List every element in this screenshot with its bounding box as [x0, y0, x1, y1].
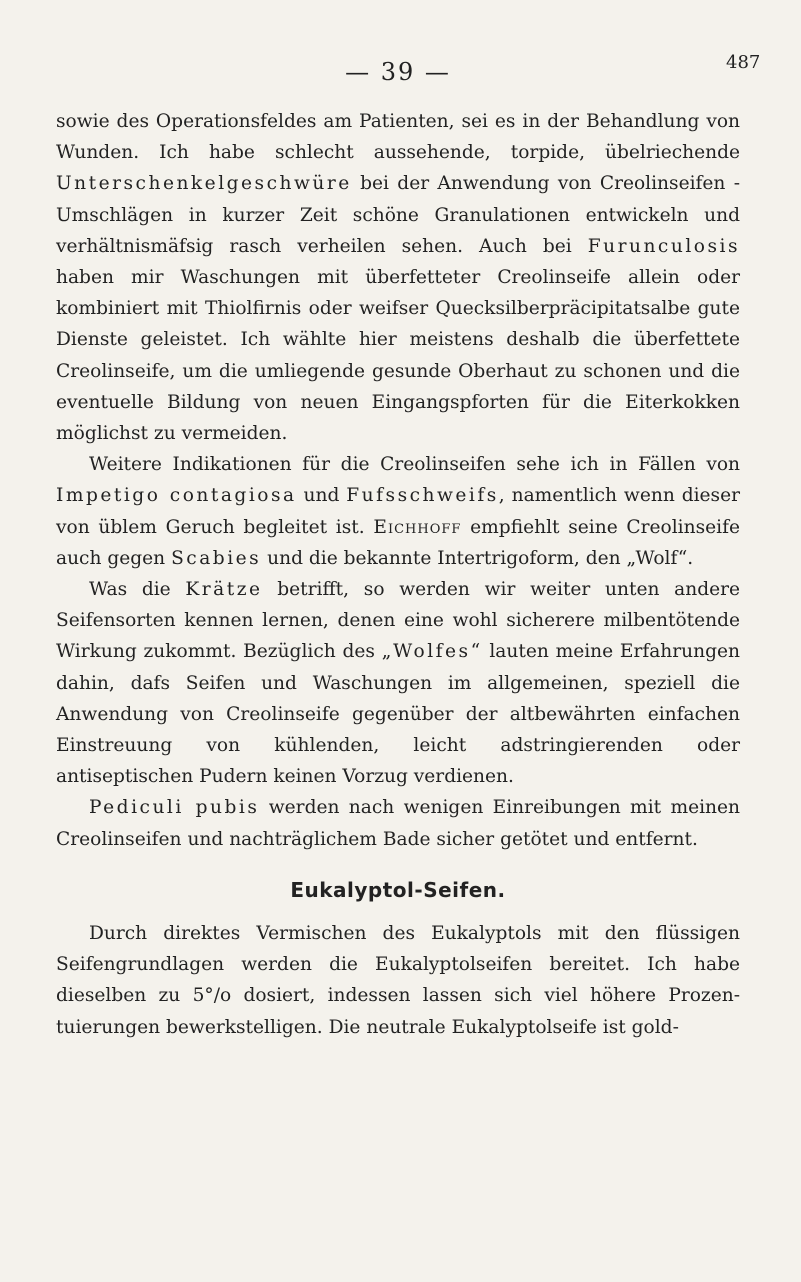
page-number: — 39 —	[345, 58, 451, 86]
emphasis-term: Pediculi pubis	[89, 797, 260, 819]
text-run: Weitere Indikationen für die Creolinseifen sehe ich in Fällen von	[89, 454, 740, 476]
emphasis-term: Unterschenkelgeschwüre	[56, 173, 352, 195]
text-run: empfiehlt seine Creolinseife auch gegen	[56, 516, 740, 569]
paragraph-2	[56, 449, 740, 574]
text-run: Was die	[89, 579, 186, 601]
paragraph-1	[56, 106, 740, 449]
original-page-number: 487	[726, 52, 761, 73]
emphasis-term: Furunculosis	[587, 235, 740, 257]
text-run: Durch direktes Vermischen des Eukalyptols mit den flüssigen Seifengrundlagen werden die Eukalyptolseifen bereitet. Ich habe dieselben zu 5°/o dosiert, indessen lassen sich viel höhere Prozentuierungen bewerkstelligen. Die neutrale Eukalyptolseife ist gold-	[56, 923, 740, 1038]
emphasis-term: Impetigo contagiosa	[56, 485, 297, 507]
text-run: sowie des Operationsfeldes am Patienten, sei es in der Behandlung von Wunden. Ich habe schlecht aussehende, torpide, übelriechende	[56, 111, 740, 164]
emphasis-term: Krätze	[185, 579, 263, 601]
page-body	[56, 106, 740, 1043]
emphasis-term: Scabies	[171, 547, 262, 569]
text-run: lauten meine Erfahrungen dahin, dafs Seifen und Waschungen im allgemeinen, speziell die Anwendung von Creolinseife gegenüber der altbewährten einfachen Einstreuung von kühlenden, leicht adstringierenden oder antiseptischen Pudern keinen Vorzug verdienen.	[56, 641, 741, 788]
emphasis-term: Fufsschweifs	[346, 485, 499, 507]
author-name: Eichhoff	[373, 516, 462, 538]
text-run: haben mir Waschungen mit überfetteter Creolinseife allein oder kombiniert mit Thiolfirnis oder weifser Quecksilberpräcipitatsalbe gute Dienste geleistet. Ich wählte hier meistens deshalb die überfettete Creolinseife, um die umliegende gesunde Oberhaut zu schonen und die eventuelle Bildung von neuen Eingangspforten für die Eiterkokken möglichst zu vermeiden.	[56, 267, 740, 445]
paragraph-4	[56, 792, 740, 854]
text-run: betrifft, so werden wir weiter unten andere Seifensorten kennen lernen, denen eine wohl sicherere milbentötende Wirkung zukommt. Bezüglich des	[56, 579, 740, 663]
text-run: und die bekannte Intertrigoform, den „Wolf“.	[261, 547, 694, 569]
section-heading: Eukalyptol-Seifen.	[290, 877, 506, 902]
text-run: und	[296, 485, 347, 507]
page-header	[0, 52, 801, 92]
paragraph-5	[56, 918, 740, 1043]
paragraph-3	[56, 574, 740, 792]
emphasis-term: „Wolfes“	[381, 641, 483, 663]
text-run: bei der Anwendung von Creolinseifen - Umschlägen in kurzer Zeit schöne Granulationen entwickeln und verhältnismäfsig rasch verheilen sehen. Auch bei	[56, 173, 740, 257]
text-run: werden nach wenigen Einreibungen mit meinen Creolinseifen und nachträglichem Bade sicher getötet und entfernt.	[56, 797, 740, 850]
text-run: , namentlich wenn dieser von üblem Geruch begleitet ist.	[56, 485, 740, 538]
